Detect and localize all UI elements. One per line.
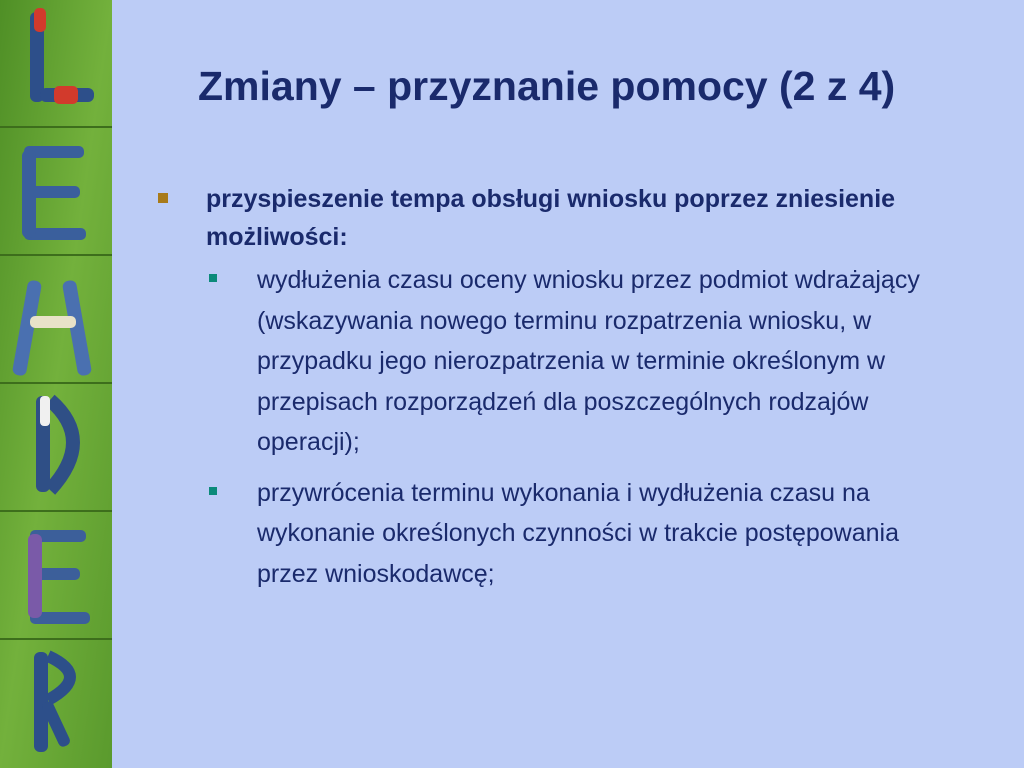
square-bullet-icon: [158, 193, 168, 203]
decorative-photo-strip: [0, 0, 112, 768]
slide-content: [150, 180, 950, 604]
slide-title: Zmiany – przyznanie pomocy (2 z 4): [198, 63, 896, 109]
sub-bullet-list: [150, 260, 950, 594]
bullet-item: [150, 180, 950, 256]
sub-bullet-text: wydłużenia czasu oceny wniosku przez podmiot wdrażający (wskazywania nowego terminu rozpatrzenia wniosku, w przypadku jego nierozpatrzenia w terminie określonym w przepisach rozporządzeń dla poszczególnych rodzajów operacji);: [257, 266, 920, 456]
sub-bullet-item: [150, 473, 950, 595]
sub-bullet-item: [150, 260, 950, 463]
people-letters-photo: [0, 0, 112, 768]
square-bullet-icon: [209, 274, 217, 282]
bullet-text: przyspieszenie tempa obsługi wniosku poprzez zniesienie możliwości:: [206, 185, 896, 251]
sub-bullet-text: przywrócenia terminu wykonania i wydłużenia czasu na wykonanie określonych czynności w trakcie postępowania przez wnioskodawcę;: [257, 478, 899, 588]
square-bullet-icon: [209, 487, 217, 495]
